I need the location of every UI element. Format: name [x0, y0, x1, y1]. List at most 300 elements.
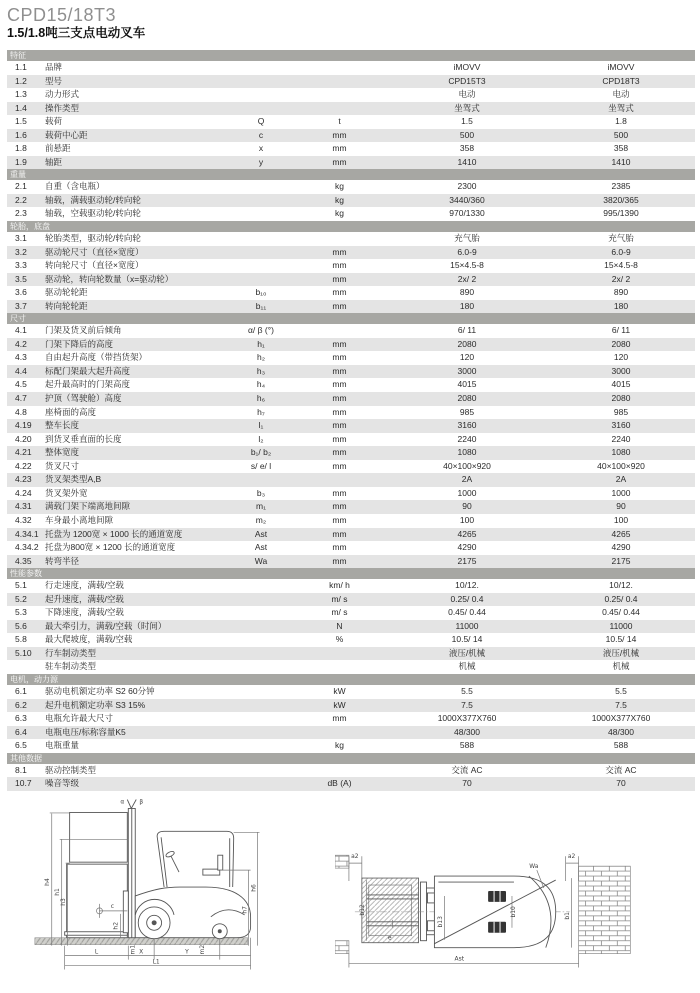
- table-row: [7, 712, 695, 726]
- spec-v2: 5.5: [615, 685, 627, 696]
- spec-unit: mm: [332, 433, 347, 444]
- table-row: [7, 633, 695, 647]
- spec-v2: 3000: [611, 365, 631, 376]
- spec-v2: 70: [616, 778, 626, 789]
- spec-v2: 995/1390: [603, 208, 639, 219]
- dim-label-b1: b1: [564, 911, 572, 920]
- spec-v2: 985: [613, 406, 629, 417]
- table-row: [7, 660, 695, 674]
- spec-label: 轴载，空载驱动轮/转向轮: [45, 208, 141, 219]
- spec-unit: mm: [332, 129, 347, 140]
- spec-v1: 6.0-9: [457, 246, 477, 257]
- spec-v1: 1000X377X760: [437, 713, 497, 724]
- spec-label: 下降速度，满载/空载: [45, 607, 124, 618]
- spec-unit: [292, 764, 387, 778]
- table-row: [7, 273, 695, 287]
- mast-top-view: [421, 882, 427, 941]
- dim-label-beta: β: [139, 798, 144, 806]
- spec-v1: iMOVV: [453, 62, 481, 72]
- table-row: [7, 115, 695, 129]
- table-row: [7, 541, 695, 555]
- spec-no: 5.6: [15, 620, 27, 631]
- spec-v2: 48/300: [608, 726, 634, 737]
- dim-label-X: X: [139, 948, 144, 956]
- spec-no: 1.3: [15, 89, 27, 100]
- seat: [203, 869, 220, 875]
- table-row: [7, 207, 695, 221]
- spec-v1: 2A: [461, 474, 473, 485]
- spec-v1: 100: [459, 514, 475, 525]
- spec-label: 标配门架最大起升高度: [45, 365, 131, 376]
- spec-sym: h₄: [256, 379, 266, 390]
- pallet: [362, 878, 419, 943]
- spec-label: 驱动轮尺寸（直径×宽度）: [45, 246, 144, 257]
- spec-sym: [230, 246, 292, 260]
- spec-v1: 坐驾式: [454, 102, 480, 113]
- dim-label-L1: L1: [152, 958, 160, 966]
- spec-v1: 0.25/ 0.4: [450, 593, 484, 604]
- spec-unit: [292, 647, 387, 661]
- spec-sym: y: [258, 156, 264, 167]
- spec-no: 4.4: [15, 365, 27, 376]
- spec-no: 6.5: [15, 740, 27, 751]
- table-row: [7, 647, 695, 661]
- seat-back: [218, 855, 223, 870]
- spec-sym: s/ e/ l: [250, 460, 272, 471]
- spec-sym: h₃: [256, 365, 266, 376]
- spec-label: 电瓶电压/标称容量K5: [45, 726, 126, 737]
- table-row: [7, 142, 695, 156]
- spec-sym: h₇: [257, 406, 265, 417]
- spec-v1: 970/1330: [449, 208, 485, 219]
- spec-sym: [230, 699, 292, 713]
- spec-unit: kg: [335, 740, 344, 751]
- spec-no: 4.22: [15, 460, 32, 471]
- spec-unit: kW: [333, 699, 346, 710]
- spec-no: 4.19: [15, 420, 32, 431]
- spec-no: 2.1: [15, 181, 27, 192]
- dim-label-b10: b10: [510, 905, 518, 918]
- dim-label-b13: b13: [436, 915, 444, 928]
- spec-no: 1.6: [15, 129, 27, 140]
- ground-strip: [35, 938, 248, 945]
- spec-v1: 1.5: [461, 116, 473, 127]
- spec-label: 起升电机额定功率 S3 15%: [45, 699, 146, 710]
- table-row: [7, 194, 695, 208]
- spec-sym: [230, 88, 292, 102]
- spec-v2: 7.5: [615, 699, 627, 710]
- spec-no: 1.1: [15, 62, 27, 72]
- spec-label: 到货叉垂直面的长度: [45, 433, 122, 444]
- spec-v1: 4265: [457, 528, 477, 539]
- spec-sym: l₁: [258, 420, 264, 431]
- spec-unit: mm: [332, 406, 347, 417]
- spec-label: 门架下降后的高度: [45, 338, 114, 349]
- dim-label-c: c: [110, 902, 115, 910]
- spec-v1: 500: [459, 129, 475, 140]
- dim-label-a2-right: a2: [567, 852, 576, 860]
- spec-v2: 3160: [611, 420, 631, 431]
- dim-label-alpha: α: [120, 798, 125, 806]
- spec-v1: 1410: [457, 156, 477, 167]
- spec-unit: mm: [332, 501, 347, 512]
- spec-label: 操作类型: [45, 102, 80, 113]
- spec-no: 3.3: [15, 260, 27, 271]
- spec-sym: b₁₁: [255, 300, 267, 311]
- spec-v2: 1000: [611, 487, 631, 498]
- spec-sym: [230, 232, 292, 246]
- spec-v2: 2x/ 2: [611, 273, 631, 284]
- dim-label-h6: h6: [250, 884, 258, 892]
- spec-sym: l₂: [258, 433, 264, 444]
- section-header: 轮胎，底盘: [7, 221, 695, 232]
- spec-label: 自重（含电瓶）: [45, 181, 105, 192]
- spec-unit: mm: [332, 460, 347, 471]
- spec-unit: mm: [332, 713, 347, 724]
- spec-label: 载荷: [45, 116, 63, 127]
- spec-label: 噪音等级: [45, 778, 80, 789]
- spec-label: 轮胎类型，驱动轮/转向轮: [45, 233, 141, 244]
- spec-v1: 4290: [457, 542, 477, 553]
- spec-unit: dB (A): [327, 778, 352, 789]
- table-row: [7, 259, 695, 273]
- spec-v2: 2385: [611, 181, 631, 192]
- spec-v1: 机械: [458, 661, 476, 672]
- spec-sym: [230, 194, 292, 208]
- spec-unit: mm: [332, 528, 347, 539]
- dim-label-h7: h7: [241, 905, 249, 914]
- spec-no: 4.7: [15, 393, 27, 404]
- spec-unit: m/ s: [331, 607, 348, 618]
- spec-no: 3.2: [15, 246, 27, 257]
- spec-sym: b₁/ b₂: [250, 447, 272, 458]
- spec-v2: 15×4.5-8: [604, 260, 638, 271]
- spec-unit: m/ s: [331, 593, 348, 604]
- spec-v1: 3440/360: [449, 194, 485, 205]
- spec-v2: 1000X377X760: [591, 713, 651, 724]
- spec-no: 4.24: [15, 487, 32, 498]
- spec-v2: 180: [613, 300, 629, 311]
- table-row: [7, 739, 695, 753]
- dim-label-h2: h2: [112, 921, 120, 930]
- spec-sym: [230, 764, 292, 778]
- dim-label-wa: Wa: [529, 862, 539, 870]
- spec-table: [7, 50, 695, 791]
- spec-v2: 6.0-9: [611, 246, 631, 257]
- wall-left-upper: [335, 855, 349, 868]
- section-header: 性能参数: [7, 568, 695, 579]
- spec-v2: 1.8: [615, 116, 627, 127]
- spec-v2: 40×100×920: [597, 460, 645, 471]
- spec-sym: [230, 660, 292, 674]
- spec-v1: 6/ 11: [457, 325, 477, 336]
- spec-unit: [292, 660, 387, 674]
- spec-unit: mm: [332, 143, 347, 154]
- table-row: [7, 378, 695, 392]
- spec-v1: 1080: [457, 447, 477, 458]
- spec-unit: kW: [333, 685, 346, 696]
- spec-v1: CPD15T3: [448, 75, 486, 86]
- spec-v2: 4015: [611, 379, 631, 390]
- spec-unit: [292, 473, 387, 487]
- spec-v2: 4265: [611, 528, 631, 539]
- table-row: [7, 61, 695, 75]
- spec-no: 1.4: [15, 102, 27, 113]
- spec-no: 4.8: [15, 406, 27, 417]
- tilt-lines: [127, 799, 136, 808]
- spec-v2: 2080: [611, 393, 631, 404]
- spec-unit: mm: [332, 365, 347, 376]
- table-row: [7, 593, 695, 607]
- spec-no: 6.4: [15, 726, 27, 737]
- spec-sym: b₁₀: [255, 287, 267, 298]
- spec-sym: [230, 777, 292, 791]
- spec-sym: [230, 712, 292, 726]
- table-row: [7, 246, 695, 260]
- spec-sym: Ast: [254, 542, 268, 553]
- spec-unit: t: [338, 116, 341, 127]
- spec-v1: 90: [462, 501, 472, 512]
- dim-label-b12: b12: [358, 903, 366, 916]
- spec-v1: 5.5: [461, 685, 473, 696]
- spec-unit: mm: [332, 260, 347, 271]
- table-row: [7, 88, 695, 102]
- spec-no: 6.2: [15, 699, 27, 710]
- spec-no: [15, 660, 45, 674]
- spec-v2: 890: [613, 287, 629, 298]
- spec-label: 托盘为 1200宽 × 1000 长的通道宽度: [45, 528, 183, 539]
- spec-v1: 3160: [457, 420, 477, 431]
- spec-no: 4.1: [15, 325, 27, 336]
- table-row: [7, 685, 695, 699]
- spec-v1: 120: [459, 352, 475, 363]
- spec-unit: mm: [332, 379, 347, 390]
- spec-no: 4.2: [15, 338, 27, 349]
- dim-label-m1: m1: [129, 944, 137, 955]
- table-row: [7, 351, 695, 365]
- spec-label: 货叉架外宽: [45, 487, 88, 498]
- spec-v1: 2300: [457, 181, 477, 192]
- load-upper-block: [70, 812, 128, 862]
- spec-label: 起升速度，满载/空载: [45, 593, 124, 604]
- spec-no: 6.1: [15, 685, 27, 696]
- table-row: [7, 473, 695, 487]
- dim-label-Y: Y: [185, 948, 189, 956]
- spec-sym: h₁: [257, 338, 265, 349]
- spec-no: 1.9: [15, 156, 27, 167]
- spec-v1: 2080: [457, 338, 477, 349]
- dim-label-h1: h1: [54, 887, 62, 896]
- spec-v2: 10.5/ 14: [605, 634, 637, 645]
- spec-label: 车身最小离地间隙: [45, 514, 114, 525]
- section-header: 特征: [7, 50, 695, 61]
- spec-unit: mm: [332, 542, 347, 553]
- spec-sym: h₂: [256, 352, 266, 363]
- table-row: [7, 726, 695, 740]
- spec-unit: [292, 102, 387, 116]
- steering-column: [171, 856, 179, 872]
- spec-v1: 15×4.5-8: [450, 260, 484, 271]
- spec-unit: mm: [332, 393, 347, 404]
- spec-v2: 11000: [609, 620, 633, 631]
- page-title: CPD15/18T3: [7, 5, 117, 25]
- dim-label-h3: h3: [60, 897, 68, 906]
- spec-v1: 电动: [458, 89, 476, 100]
- spec-sym: [230, 207, 292, 221]
- spec-unit: mm: [332, 352, 347, 363]
- spec-label: 最大爬坡度，满载/空载: [45, 634, 133, 645]
- spec-no: 3.7: [15, 300, 27, 311]
- spec-label: 整车长度: [45, 420, 80, 431]
- table-row: [7, 300, 695, 314]
- spec-v2: 2A: [615, 474, 627, 485]
- spec-no: 4.21: [15, 447, 32, 458]
- spec-sym: [230, 593, 292, 607]
- spec-unit: kg: [335, 208, 344, 219]
- dim-label-a2-left: a2: [351, 852, 359, 860]
- spec-v2: 120: [613, 352, 629, 363]
- spec-sym: [230, 647, 292, 661]
- dim-label-ast: Ast: [454, 955, 465, 963]
- spec-v2: iMOVV: [607, 62, 635, 72]
- spec-label: 电瓶重量: [45, 740, 80, 751]
- spec-label: 起升最高时的门架高度: [45, 379, 131, 390]
- spec-sym: [230, 75, 292, 89]
- spec-no: 6.3: [15, 713, 27, 724]
- spec-label: 托盘为800宽 × 1200 长的通道宽度: [45, 542, 176, 553]
- spec-v1: 3000: [457, 365, 477, 376]
- spec-unit: [292, 61, 387, 75]
- spec-no: 5.2: [15, 593, 27, 604]
- spec-sym: c: [258, 129, 264, 140]
- drive-wheel-lower: [488, 922, 506, 933]
- spec-sym: α/ β (°): [248, 325, 274, 336]
- spec-sym: [230, 726, 292, 740]
- spec-label: 型号: [45, 75, 63, 86]
- spec-label: 前悬距: [45, 143, 71, 154]
- spec-unit: mm: [332, 338, 347, 349]
- spec-v1: 2175: [457, 555, 477, 566]
- spec-sym: x: [258, 143, 264, 154]
- spec-v1: 2080: [457, 393, 477, 404]
- spec-unit: N: [336, 620, 343, 631]
- spec-v2: CPD18T3: [602, 75, 640, 86]
- spec-v2: 500: [613, 129, 629, 140]
- spec-unit: mm: [332, 273, 347, 284]
- spec-unit: [292, 726, 387, 740]
- spec-v2: 6/ 11: [611, 325, 631, 336]
- spec-sym: [230, 273, 292, 287]
- top-view-drawing: [335, 796, 695, 982]
- spec-v2: 588: [613, 740, 629, 751]
- spec-v1: 充气胎: [454, 233, 480, 244]
- spec-v2: 10/12.: [609, 580, 633, 591]
- spec-no: 4.23: [15, 474, 32, 485]
- spec-sym: m₁: [256, 501, 266, 512]
- table-row: [7, 579, 695, 593]
- fork-tine: [65, 932, 128, 935]
- spec-label: 驱动控制类型: [45, 764, 97, 775]
- spec-sym: Q: [257, 116, 265, 127]
- spec-label: 转向轮轮距: [45, 300, 88, 311]
- spec-sym: Ast: [254, 528, 268, 539]
- spec-no: 4.35: [15, 555, 32, 566]
- section-header: 尺寸: [7, 313, 695, 324]
- spec-v2: 1410: [611, 156, 631, 167]
- spec-v1: 48/300: [454, 726, 480, 737]
- spec-no: 5.1: [15, 580, 27, 591]
- spec-label: 货叉尺寸: [45, 460, 80, 471]
- dim-label-e: e: [387, 934, 392, 942]
- spec-no: 10.7: [15, 778, 32, 789]
- table-row: [7, 606, 695, 620]
- spec-v2: 2080: [611, 338, 631, 349]
- spec-v1: 11000: [455, 620, 479, 631]
- spec-v1: 7.5: [461, 699, 473, 710]
- table-row: [7, 102, 695, 116]
- table-row: [7, 777, 695, 791]
- spec-sym: [230, 61, 292, 75]
- side-view-drawing: [7, 796, 335, 982]
- spec-label: 行走速度，满载/空载: [45, 580, 124, 591]
- table-row: [7, 433, 695, 447]
- spec-v1: 10/12.: [455, 580, 479, 591]
- table-row: [7, 365, 695, 379]
- spec-sym: [230, 180, 292, 194]
- drive-wheel-upper: [488, 891, 506, 902]
- spec-no: 3.6: [15, 287, 27, 298]
- spec-unit: [292, 88, 387, 102]
- spec-unit: mm: [332, 447, 347, 458]
- spec-v1: 2x/ 2: [457, 273, 477, 284]
- fork-carriage: [123, 891, 128, 933]
- spec-label: 动力形式: [45, 89, 80, 100]
- spec-v1: 890: [459, 287, 475, 298]
- spec-sym: [230, 685, 292, 699]
- spec-v1: 358: [459, 143, 475, 154]
- spec-sym: m₂: [255, 514, 267, 525]
- spec-no: 3.1: [15, 233, 27, 244]
- spec-no: 1.8: [15, 143, 27, 154]
- spec-unit: mm: [332, 246, 347, 257]
- spec-v1: 0.45/ 0.44: [448, 607, 486, 618]
- spec-v1: 985: [459, 406, 475, 417]
- spec-label: 行车制动类型: [45, 647, 97, 658]
- table-row: [7, 555, 695, 569]
- spec-no: 5.8: [15, 634, 27, 645]
- spec-sym: h₆: [256, 393, 266, 404]
- table-row: [7, 528, 695, 542]
- table-row: [7, 129, 695, 143]
- spec-no: 4.32: [15, 514, 32, 525]
- table-row: [7, 446, 695, 460]
- table-row: [7, 232, 695, 246]
- spec-no: 5.3: [15, 607, 27, 618]
- table-row: [7, 286, 695, 300]
- spec-v1: 180: [459, 300, 475, 311]
- spec-v1: 70: [462, 778, 472, 789]
- spec-label: 驱动轮，转向轮数量（x=驱动轮）: [45, 273, 174, 284]
- spec-label: 轴距: [45, 156, 63, 167]
- spec-label: 驻车制动类型: [45, 661, 97, 672]
- spec-sym: [230, 473, 292, 487]
- dim-label-h4: h4: [43, 878, 51, 886]
- spec-no: 4.5: [15, 379, 27, 390]
- spec-sym: [230, 259, 292, 273]
- table-row: [7, 338, 695, 352]
- spec-v2: 90: [616, 501, 626, 512]
- spec-label: 转向轮尺寸（直径×宽度）: [45, 260, 144, 271]
